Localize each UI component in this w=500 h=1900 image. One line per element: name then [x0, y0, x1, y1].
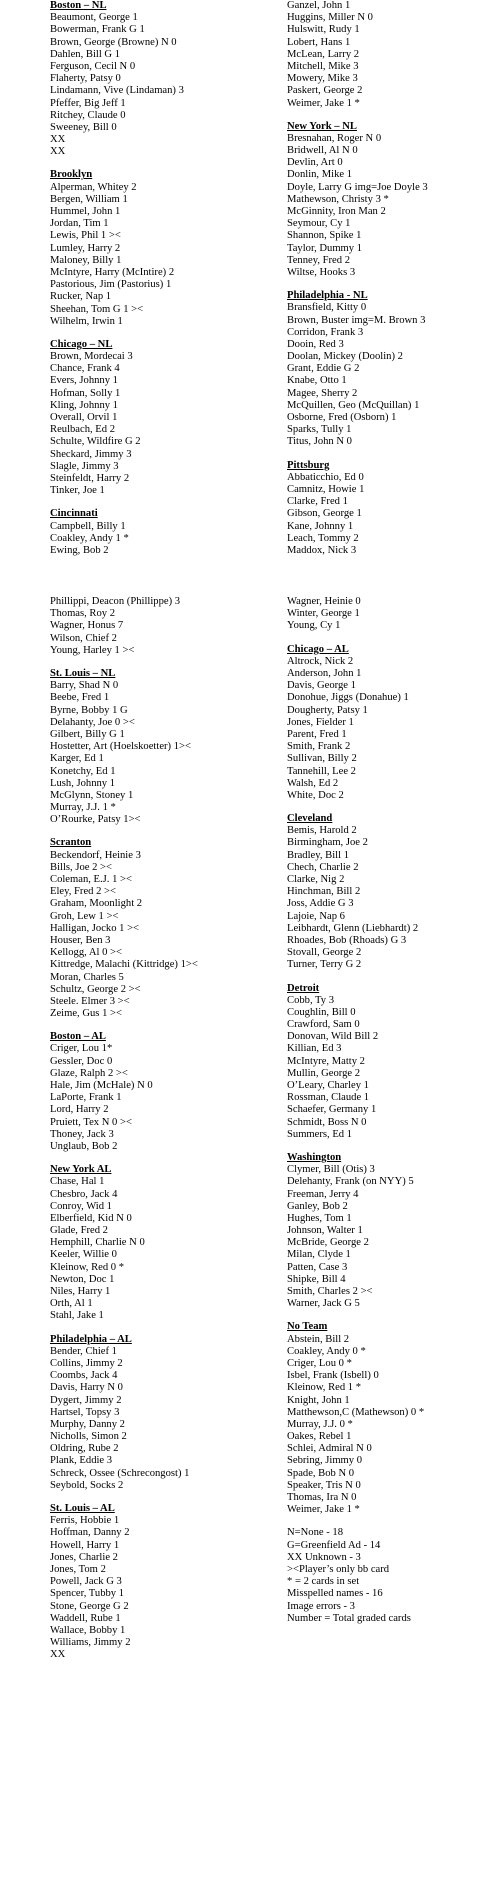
player-entry: Hemphill, Charlie N 0 — [50, 1237, 145, 1249]
player-entry: Ferris, Hobbie 1 — [50, 1515, 120, 1527]
player-entry: Osborne, Fred (Osborn) 1 — [287, 412, 397, 423]
player-entry: Halligan, Jocko 1 >< — [50, 922, 140, 934]
player-entry: Campbell, Billy 1 — [50, 520, 126, 532]
player-entry: Davis, George 1 — [287, 680, 356, 692]
player-entry: Hummel, John 1 — [50, 206, 121, 217]
player-entry: Paskert, George 2 — [287, 85, 363, 97]
player-entry: Pastorious, Jim (Pastorius) 1 — [50, 279, 172, 291]
player-entry: Clarke, Nig 2 — [287, 874, 345, 885]
player-entry: Konetchy, Ed 1 — [50, 765, 116, 777]
player-entry: Bowerman, Frank G 1 — [50, 24, 145, 36]
player-entry: Young, Harley 1 >< — [50, 644, 135, 656]
legend-entry: Number = Total graded cards — [287, 1612, 411, 1624]
team-section-continued — [287, 596, 497, 633]
player-entry: Maloney, Billy 1 — [50, 254, 122, 266]
player-entry: Tannehill, Lee 2 — [287, 765, 356, 777]
player-entry: Williams, Jimmy 2 — [50, 1637, 131, 1649]
team-section-continued — [287, 0, 497, 110]
player-entry: Weimer, Jake 1 * — [287, 1504, 360, 1516]
player-entry: Matthewson,C (Mathewson) 0 * — [287, 1406, 425, 1418]
player-entry: Rossman, Claude 1 — [287, 1092, 370, 1104]
player-entry: Cobb, Ty 3 — [287, 994, 335, 1006]
player-entry: Donovan, Wild Bill 2 — [287, 1031, 379, 1043]
player-entry: Powell, Jack G 3 — [50, 1576, 122, 1588]
player-entry: Smith, Charles 2 >< — [287, 1286, 373, 1297]
player-entry: Delahanty, Joe 0 >< — [50, 716, 135, 728]
player-entry: Glaze, Ralph 2 >< — [50, 1067, 128, 1079]
player-entry: Chesbro, Jack 4 — [50, 1188, 118, 1200]
team-section-chicago-al — [287, 644, 497, 802]
player-entry: Anderson, John 1 — [287, 668, 362, 679]
player-entry: Mathewson, Christy 3 * — [287, 193, 389, 205]
team-section-boston-nl — [50, 0, 290, 158]
player-entry: Nicholls, Simon 2 — [50, 1431, 127, 1443]
player-entry: Bemis, Harold 2 — [287, 825, 357, 837]
player-entry: Slagle, Jimmy 3 — [50, 460, 119, 472]
team-heading: Chicago – NL — [50, 338, 113, 350]
player-entry: Glade, Fred 2 — [50, 1225, 108, 1237]
player-entry: Crawford, Sam 0 — [287, 1019, 360, 1031]
team-heading: St. Louis – NL — [50, 668, 116, 679]
player-entry: Coughlin, Bill 0 — [287, 1006, 356, 1018]
team-section-new-york-al — [50, 1164, 290, 1322]
team-section-detroit — [287, 983, 497, 1141]
player-entry: Camnitz, Howie 1 — [287, 483, 365, 495]
player-entry: Keeler, Willie 0 — [50, 1249, 117, 1261]
player-entry: Schmidt, Boss N 0 — [287, 1116, 367, 1128]
player-entry: Kittredge, Malachi (Kittridge) 1>< — [50, 959, 198, 971]
player-entry: Karger, Ed 1 — [50, 753, 104, 765]
player-entry: Warner, Jack G 5 — [287, 1298, 360, 1310]
player-entry: McBride, George 2 — [287, 1237, 369, 1249]
player-entry: Coombs, Jack 4 — [50, 1370, 118, 1382]
player-entry: Murray, J.J. 1 * — [50, 802, 116, 814]
legend-entry: N=None - 18 — [287, 1527, 343, 1539]
player-entry: Byrne, Bobby 1 G — [50, 704, 128, 716]
team-heading: Boston – AL — [50, 1031, 106, 1043]
left-column — [50, 0, 290, 1672]
team-section-cincinnati — [50, 508, 290, 557]
player-entry: Dougherty, Patsy 1 — [287, 704, 368, 716]
player-entry: Wagner, Heinie 0 — [287, 596, 361, 608]
player-entry: Lewis, Phil 1 >< — [50, 230, 121, 242]
player-entry: Lindamann, Vive (Lindaman) 3 — [50, 85, 184, 97]
player-entry: Pruiett, Tex N 0 >< — [50, 1116, 132, 1128]
team-section-boston-al — [50, 1031, 290, 1153]
player-entry: Wilhelm, Irwin 1 — [50, 315, 123, 327]
player-entry: Wiltse, Hooks 3 — [287, 266, 356, 278]
player-entry: Freeman, Jerry 4 — [287, 1188, 359, 1200]
team-heading: Cleveland — [287, 813, 333, 825]
player-entry: Birmingham, Joe 2 — [287, 837, 368, 849]
player-entry: McQuillen, Geo (McQuillan) 1 — [287, 399, 420, 411]
player-entry: O’Rourke, Patsy 1>< — [50, 814, 141, 826]
player-entry: Reulbach, Ed 2 — [50, 424, 116, 436]
legend-entry: ><Player’s only bb card — [287, 1563, 390, 1575]
player-entry: Devlin, Art 0 — [287, 157, 343, 169]
player-entry: Seybold, Socks 2 — [50, 1479, 124, 1491]
player-entry: Abstein, Bill 2 — [287, 1333, 350, 1345]
player-entry: Doyle, Larry G img=Joe Doyle 3 — [287, 181, 428, 193]
legend-entry: Image errors - 3 — [287, 1600, 355, 1612]
player-entry: Bresnahan, Roger N 0 — [287, 132, 382, 144]
player-entry: Shipke, Bill 4 — [287, 1273, 346, 1285]
player-entry: Mitchell, Mike 3 — [287, 60, 359, 72]
player-entry: Orth, Al 1 — [50, 1298, 93, 1310]
player-entry: Plank, Eddie 3 — [50, 1455, 113, 1467]
player-entry: Oakes, Rebel 1 — [287, 1431, 352, 1443]
team-section-pittsburg — [287, 460, 497, 558]
team-section-philadelphia-nl — [287, 290, 497, 448]
player-entry: XX — [50, 134, 66, 146]
player-entry: Gilbert, Billy G 1 — [50, 728, 125, 740]
player-entry: Corridon, Frank 3 — [287, 326, 364, 338]
player-entry: Leach, Tommy 2 — [287, 532, 359, 544]
player-entry: Donohue, Jiggs (Donahue) 1 — [287, 692, 409, 704]
player-entry: XX — [50, 1649, 66, 1661]
player-entry: Coleman, E.J. 1 >< — [50, 874, 132, 885]
player-entry: Brown, George (Browne) N 0 — [50, 36, 177, 48]
legend-entry: Misspelled names - 16 — [287, 1588, 383, 1600]
team-section-new-york-nl — [287, 121, 497, 279]
player-entry: Hartsel, Topsy 3 — [50, 1406, 120, 1418]
team-heading: Pittsburg — [287, 459, 330, 471]
player-entry: XX — [50, 146, 66, 158]
team-section-no-team — [287, 1321, 497, 1516]
player-entry: Lajoie, Nap 6 — [287, 910, 345, 922]
team-heading: Chicago – AL — [287, 643, 349, 655]
player-entry: Brown, Buster img=M. Brown 3 — [287, 314, 426, 326]
player-entry: Moran, Charles 5 — [50, 971, 124, 983]
player-entry: Thomas, Ira N 0 — [287, 1492, 357, 1503]
player-entry: Tenney, Fred 2 — [287, 254, 350, 266]
player-entry: Rhoades, Bob (Rhoads) G 3 — [287, 934, 407, 946]
player-entry: Knabe, Otto 1 — [287, 375, 347, 387]
player-entry: Schaefer, Germany 1 — [287, 1104, 377, 1116]
player-entry: Conroy, Wid 1 — [50, 1200, 112, 1212]
team-heading: Scranton — [50, 837, 92, 849]
player-entry: Gibson, George 1 — [287, 508, 362, 520]
player-entry: Clymer, Bill (Otis) 3 — [287, 1164, 375, 1176]
player-entry: Beaumont, George 1 — [50, 12, 138, 24]
player-entry: Beebe, Fred 1 — [50, 692, 110, 704]
player-entry: Taylor, Dummy 1 — [287, 242, 363, 254]
player-entry: Joss, Addie G 3 — [287, 898, 354, 910]
player-entry: Graham, Moonlight 2 — [50, 898, 143, 910]
team-heading: Detroit — [287, 982, 320, 994]
player-entry: Criger, Lou 1* — [50, 1043, 113, 1055]
player-entry: Hinchman, Bill 2 — [287, 886, 361, 898]
team-section-brooklyn — [50, 169, 290, 327]
team-heading: St. Louis – AL — [50, 1503, 115, 1514]
player-entry: Stovall, George 2 — [287, 947, 362, 959]
player-entry: Alperman, Whitey 2 — [50, 181, 137, 193]
team-heading: New York – NL — [287, 120, 357, 132]
player-entry: Seymour, Cy 1 — [287, 218, 351, 230]
player-entry: Young, Cy 1 — [287, 620, 341, 632]
player-entry: Wallace, Bobby 1 — [50, 1624, 126, 1636]
player-entry: McGinnity, Iron Man 2 — [287, 206, 386, 217]
player-entry: Knight, John 1 — [287, 1394, 350, 1406]
player-entry: Sparks, Tully 1 — [287, 424, 352, 436]
player-entry: Hoffman, Danny 2 — [50, 1527, 130, 1539]
player-entry: Houser, Ben 3 — [50, 934, 111, 946]
player-entry: Oldring, Rube 2 — [50, 1443, 119, 1455]
player-entry: Beckendorf, Heinie 3 — [50, 849, 141, 861]
player-entry: Thomas, Roy 2 — [50, 608, 116, 620]
player-entry: Walsh, Ed 2 — [287, 777, 339, 789]
player-entry: Smith, Frank 2 — [287, 741, 351, 753]
player-entry: Niles, Harry 1 — [50, 1286, 111, 1297]
player-entry: Murphy, Danny 2 — [50, 1418, 125, 1430]
player-entry: Speaker, Tris N 0 — [287, 1479, 361, 1491]
player-entry: Leibhardt, Glenn (Liebhardt) 2 — [287, 922, 419, 934]
team-heading: Washington — [287, 1151, 342, 1163]
player-entry: Hale, Jim (McHale) N 0 — [50, 1080, 153, 1091]
player-entry: Eley, Fred 2 >< — [50, 886, 116, 898]
player-entry: Chase, Hal 1 — [50, 1176, 105, 1188]
player-entry: Hostetter, Art (Hoelskoetter) 1>< — [50, 741, 191, 753]
player-entry: Davis, Harry N 0 — [50, 1382, 123, 1394]
player-entry: Wilson, Chief 2 — [50, 632, 117, 644]
player-entry: Thoney, Jack 3 — [50, 1128, 114, 1140]
player-entry: Schultz, George 2 >< — [50, 983, 141, 995]
player-entry: O’Leary, Charley 1 — [287, 1080, 369, 1091]
player-entry: Summers, Ed 1 — [287, 1128, 353, 1140]
player-entry: Magee, Sherry 2 — [287, 387, 358, 399]
team-section-scranton — [50, 837, 290, 1020]
player-entry: Gessler, Doc 0 — [50, 1055, 113, 1067]
player-entry: Chance, Frank 4 — [50, 363, 120, 375]
team-section-st-louis-nl — [50, 668, 290, 826]
player-entry: Donlin, Mike 1 — [287, 169, 353, 181]
player-entry: Jones, Fielder 1 — [287, 716, 354, 728]
player-entry: Sheckard, Jimmy 3 — [50, 448, 132, 460]
player-entry: Sebring, Jimmy 0 — [287, 1455, 363, 1467]
player-entry: Kleinow, Red 0 * — [50, 1261, 125, 1273]
player-entry: Lord, Harry 2 — [50, 1104, 109, 1116]
legend-entry: G=Greenfield Ad - 14 — [287, 1539, 381, 1551]
player-entry: Mullin, George 2 — [287, 1067, 361, 1079]
player-entry: Maddox, Nick 3 — [287, 544, 357, 556]
player-entry: Ritchey, Claude 0 — [50, 109, 126, 121]
player-entry: Pfeffer, Big Jeff 1 — [50, 97, 126, 109]
player-entry: Flaherty, Patsy 0 — [50, 73, 121, 85]
player-entry: Dahlen, Bill G 1 — [50, 48, 121, 60]
player-entry: Hulswitt, Rudy 1 — [287, 24, 360, 36]
player-entry: Turner, Terry G 2 — [287, 959, 362, 971]
player-entry: Barry, Shad N 0 — [50, 680, 119, 692]
player-entry: Elberfield, Kid N 0 — [50, 1212, 132, 1224]
legend-entry: XX Unknown - 3 — [287, 1551, 361, 1563]
player-entry: Stone, George G 2 — [50, 1600, 129, 1612]
player-entry: Huggins, Miller N 0 — [287, 12, 373, 24]
player-entry: Schreck, Ossee (Schrecongost) 1 — [50, 1467, 190, 1479]
player-entry: Bradley, Bill 1 — [287, 849, 349, 861]
player-entry: LaPorte, Frank 1 — [50, 1092, 122, 1104]
player-entry: Doolan, Mickey (Doolin) 2 — [287, 351, 403, 363]
player-entry: Hughes, Tom 1 — [287, 1212, 352, 1224]
player-entry: Mowery, Mike 3 — [287, 73, 358, 85]
player-entry: Ferguson, Cecil N 0 — [50, 60, 136, 72]
player-entry: Kling, Johnny 1 — [50, 399, 118, 411]
player-entry: Kane, Johnny 1 — [287, 520, 354, 532]
player-entry: Spencer, Tubby 1 — [50, 1588, 125, 1600]
player-entry: Steinfeldt, Harry 2 — [50, 472, 130, 484]
player-entry: Lobert, Hans 1 — [287, 36, 351, 48]
player-entry: Schulte, Wildfire G 2 — [50, 436, 141, 448]
player-entry: Lush, Johnny 1 — [50, 777, 116, 789]
player-entry: Coakley, Andy 0 * — [287, 1345, 366, 1357]
player-entry: Titus, John N 0 — [287, 436, 352, 448]
team-section-philadelphia-al — [50, 1334, 290, 1492]
team-section-cleveland — [287, 813, 497, 971]
player-entry: Killian, Ed 3 — [287, 1043, 342, 1055]
team-heading: Philadelphia – AL — [50, 1333, 132, 1345]
player-entry: Sheehan, Tom G 1 >< — [50, 303, 144, 315]
player-entry: Johnson, Walter 1 — [287, 1225, 363, 1237]
team-heading: New York AL — [50, 1164, 112, 1176]
player-entry: Altrock, Nick 2 — [287, 655, 354, 667]
player-entry: Chech, Charlie 2 — [287, 861, 359, 873]
player-entry: Evers, Johnny 1 — [50, 375, 118, 387]
player-entry: Winter, George 1 — [287, 608, 360, 620]
player-entry: Stahl, Jake 1 — [50, 1310, 104, 1322]
player-entry: Murray, J.J. 0 * — [287, 1418, 353, 1430]
player-entry: Rucker, Nap 1 — [50, 291, 112, 303]
team-heading: Boston – NL — [50, 0, 107, 11]
player-entry: Dooin, Red 3 — [287, 338, 344, 350]
player-entry: Waddell, Rube 1 — [50, 1612, 121, 1624]
player-entry: McIntyre, Matty 2 — [287, 1055, 365, 1067]
player-entry: Overall, Orvil 1 — [50, 412, 118, 423]
player-entry: Jordan, Tim 1 — [50, 218, 109, 230]
player-entry: Weimer, Jake 1 * — [287, 97, 360, 109]
player-entry: Tinker, Joe 1 — [50, 485, 105, 497]
team-heading: No Team — [287, 1321, 328, 1333]
player-entry: Dygert, Jimmy 2 — [50, 1394, 122, 1406]
player-entry: Bergen, William 1 — [50, 193, 128, 205]
player-entry: Lumley, Harry 2 — [50, 242, 121, 254]
player-entry: Criger, Lou 0 * — [287, 1357, 352, 1369]
player-entry: Sweeney, Bill 0 — [50, 121, 117, 133]
player-entry: Jones, Tom 2 — [50, 1563, 106, 1575]
team-section-continued — [287, 1527, 497, 1625]
player-entry: Delehanty, Frank (on NYY) 5 — [287, 1176, 414, 1188]
player-entry: McLean, Larry 2 — [287, 48, 360, 60]
player-entry: Clarke, Fred 1 — [287, 496, 348, 508]
player-entry: Brown, Mordecai 3 — [50, 351, 133, 363]
player-entry: Kleinow, Red 1 * — [287, 1382, 362, 1394]
player-entry: Newton, Doc 1 — [50, 1273, 115, 1285]
legend-entry: * = 2 cards in set — [287, 1576, 360, 1588]
player-entry: Grant, Eddie G 2 — [287, 363, 360, 375]
player-entry: Sullivan, Billy 2 — [287, 753, 357, 765]
team-section-chicago-nl — [50, 339, 290, 497]
player-entry: Coakley, Andy 1 * — [50, 532, 129, 544]
player-entry: McIntyre, Harry (McIntire) 2 — [50, 266, 175, 278]
team-heading: Philadelphia - NL — [287, 290, 368, 302]
player-entry: McGlynn, Stoney 1 — [50, 789, 134, 801]
team-heading: Brooklyn — [50, 169, 93, 181]
right-column — [287, 0, 497, 1636]
player-entry: Parent, Fred 1 — [287, 728, 347, 740]
player-entry: Ganzel, John 1 — [287, 0, 351, 11]
player-entry: Kellogg, Al 0 >< — [50, 947, 122, 959]
player-entry: White, Doc 2 — [287, 789, 344, 801]
player-entry: Spade, Bob N 0 — [287, 1467, 355, 1479]
team-heading: Cincinnati — [50, 508, 98, 520]
team-section-st-louis-al — [50, 1503, 290, 1661]
player-entry: Groh, Lew 1 >< — [50, 910, 119, 922]
player-entry: Steele. Elmer 3 >< — [50, 995, 130, 1007]
team-section-continued — [50, 596, 290, 657]
player-entry: Zeime, Gus 1 >< — [50, 1008, 122, 1020]
player-entry: Shannon, Spike 1 — [287, 230, 362, 242]
player-entry: Isbel, Frank (Isbell) 0 — [287, 1370, 379, 1382]
player-entry: Howell, Harry 1 — [50, 1539, 120, 1551]
player-entry: Bransfield, Kitty 0 — [287, 302, 367, 314]
player-entry: Hofman, Solly 1 — [50, 387, 121, 399]
player-entry: Milan, Clyde 1 — [287, 1249, 351, 1261]
player-entry: Ewing, Bob 2 — [50, 544, 109, 556]
player-entry: Phillippi, Deacon (Phillippe) 3 — [50, 596, 181, 608]
player-entry: Abbaticchio, Ed 0 — [287, 471, 364, 483]
player-entry: Bridwell, Al N 0 — [287, 145, 358, 157]
player-entry: Ganley, Bob 2 — [287, 1200, 348, 1212]
team-section-washington — [287, 1152, 497, 1310]
player-entry: Schlei, Admiral N 0 — [287, 1443, 372, 1455]
player-entry: Bills, Joe 2 >< — [50, 861, 112, 873]
player-entry: Patten, Case 3 — [287, 1261, 348, 1273]
player-entry: Bender, Chief 1 — [50, 1345, 117, 1357]
player-entry: Collins, Jimmy 2 — [50, 1357, 123, 1369]
player-entry: Wagner, Honus 7 — [50, 620, 124, 632]
player-entry: Unglaub, Bob 2 — [50, 1140, 118, 1152]
player-entry: Jones, Charlie 2 — [50, 1551, 118, 1563]
